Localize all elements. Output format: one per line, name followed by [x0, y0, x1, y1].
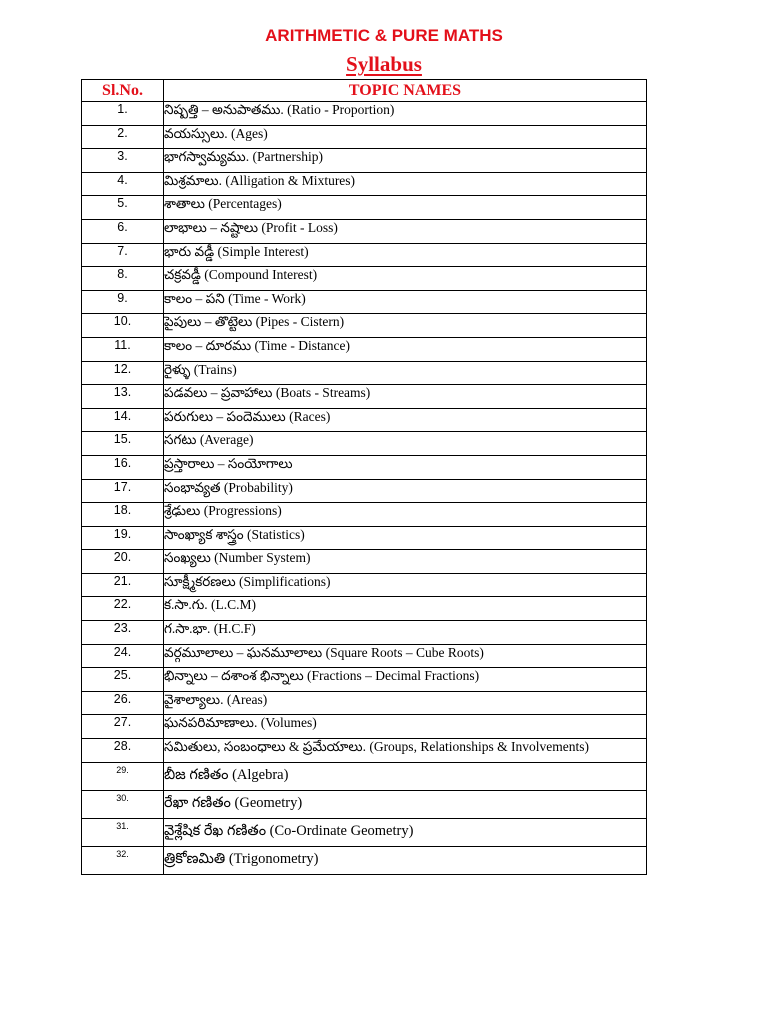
table-row [82, 526, 647, 550]
table-row [82, 573, 647, 597]
serial-number-cell: 1. [82, 102, 164, 126]
serial-number-cell: 32. [82, 846, 164, 874]
topic-name-cell: సంఖ్యలు (Number System) [164, 550, 647, 574]
table-body [82, 102, 647, 875]
table-row [82, 385, 647, 409]
serial-number-cell: 28. [82, 739, 164, 763]
table-row [82, 432, 647, 456]
topic-name-cell: వైశాల్యాలు. (Areas) [164, 691, 647, 715]
table-row [82, 196, 647, 220]
serial-number-cell: 4. [82, 172, 164, 196]
topic-name-cell: రేఖా గణితం (Geometry) [164, 790, 647, 818]
table-row [82, 102, 647, 126]
topic-name-cell: రైళ్ళు (Trains) [164, 361, 647, 385]
topic-name-cell: సంభావ్యత (Probability) [164, 479, 647, 503]
topic-name-cell: త్రికోణమితి (Trigonometry) [164, 846, 647, 874]
topic-name-cell: సూక్ష్మీకరణలు (Simplifications) [164, 573, 647, 597]
serial-number-cell: 11. [82, 337, 164, 361]
table-header-row [82, 80, 647, 102]
serial-number-cell: 5. [82, 196, 164, 220]
table-row [82, 621, 647, 645]
topic-name-cell: పడవలు – ప్రవాహాలు (Boats - Streams) [164, 385, 647, 409]
table-row [82, 337, 647, 361]
serial-number-cell: 23. [82, 621, 164, 645]
table-row [82, 455, 647, 479]
table-row [82, 125, 647, 149]
serial-number-cell: 12. [82, 361, 164, 385]
document-subtitle: Syllabus [346, 52, 422, 76]
topic-name-cell: శ్రేఢులు (Progressions) [164, 503, 647, 527]
serial-number-cell: 21. [82, 573, 164, 597]
serial-number-cell: 27. [82, 715, 164, 739]
topic-name-cell: మిశ్రమాలు. (Alligation & Mixtures) [164, 172, 647, 196]
table-row [82, 597, 647, 621]
topic-name-cell: బీజ గణితం (Algebra) [164, 762, 647, 790]
serial-number-cell: 19. [82, 526, 164, 550]
topic-name-cell: వర్గమూలాలు – ఘనమూలాలు (Square Roots – Cube Roots) [164, 644, 647, 668]
serial-number-cell: 7. [82, 243, 164, 267]
table-row [82, 503, 647, 527]
serial-number-cell: 18. [82, 503, 164, 527]
topic-name-cell: కాలం – దూరము (Time - Distance) [164, 337, 647, 361]
table-row [82, 762, 647, 790]
topic-name-cell: ఘనపరిమాణాలు. (Volumes) [164, 715, 647, 739]
serial-number-cell: 15. [82, 432, 164, 456]
topic-name-cell: కాలం – పని (Time - Work) [164, 290, 647, 314]
table-row [82, 149, 647, 173]
topic-name-cell: లాభాలు – నష్టాలు (Profit - Loss) [164, 219, 647, 243]
topic-name-cell: శాతాలు (Percentages) [164, 196, 647, 220]
table-row [82, 219, 647, 243]
serial-number-cell: 6. [82, 219, 164, 243]
serial-number-cell: 25. [82, 668, 164, 692]
serial-number-cell: 24. [82, 644, 164, 668]
serial-number-cell: 10. [82, 314, 164, 338]
table-row [82, 267, 647, 291]
table-row [82, 790, 647, 818]
table-row [82, 172, 647, 196]
table-row [82, 715, 647, 739]
column-header-serial: Sl.No. [82, 80, 164, 102]
topic-name-cell: చక్రవడ్డీ (Compound Interest) [164, 267, 647, 291]
serial-number-cell: 16. [82, 455, 164, 479]
serial-number-cell: 22. [82, 597, 164, 621]
serial-number-cell: 13. [82, 385, 164, 409]
topic-name-cell: గ.సా.భా. (H.C.F) [164, 621, 647, 645]
serial-number-cell: 30. [82, 790, 164, 818]
topic-name-cell: భిన్నాలు – దశాంశ భిన్నాలు (Fractions – Decimal Fractions) [164, 668, 647, 692]
topic-name-cell: భాగస్వామ్యము. (Partnership) [164, 149, 647, 173]
serial-number-cell: 29. [82, 762, 164, 790]
topic-name-cell: సమితులు, సంబంధాలు & ప్రమేయాలు. (Groups, Relationships & Involvements) [164, 739, 647, 763]
table-row [82, 739, 647, 763]
table-row [82, 846, 647, 874]
table-row [82, 818, 647, 846]
serial-number-cell: 20. [82, 550, 164, 574]
document-title: ARITHMETIC & PURE MATHS [265, 26, 503, 45]
table-row [82, 479, 647, 503]
serial-number-cell: 8. [82, 267, 164, 291]
table-row [82, 243, 647, 267]
topic-name-cell: భారు వడ్డీ (Simple Interest) [164, 243, 647, 267]
table-row [82, 644, 647, 668]
serial-number-cell: 2. [82, 125, 164, 149]
table-row [82, 290, 647, 314]
serial-number-cell: 14. [82, 408, 164, 432]
table-row [82, 691, 647, 715]
serial-number-cell: 17. [82, 479, 164, 503]
table-row [82, 550, 647, 574]
topic-name-cell: పరుగులు – పందెములు (Races) [164, 408, 647, 432]
serial-number-cell: 26. [82, 691, 164, 715]
column-header-topic: TOPIC NAMES [164, 80, 647, 102]
topic-name-cell: వయస్సులు. (Ages) [164, 125, 647, 149]
topic-name-cell: సగటు (Average) [164, 432, 647, 456]
topic-name-cell: క.సా.గు. (L.C.M) [164, 597, 647, 621]
syllabus-table [81, 79, 647, 875]
table-row [82, 668, 647, 692]
topic-name-cell: నిష్పత్తి – అనుపాతము. (Ratio - Proportion) [164, 102, 647, 126]
table-row [82, 361, 647, 385]
table-row [82, 314, 647, 338]
serial-number-cell: 31. [82, 818, 164, 846]
serial-number-cell: 9. [82, 290, 164, 314]
table-row [82, 408, 647, 432]
topic-name-cell: ప్రస్తారాలు – సంయోగాలు [164, 455, 647, 479]
topic-name-cell: సాంఖ్యాక శాస్త్రం (Statistics) [164, 526, 647, 550]
topic-name-cell: పైపులు – తొట్టెలు (Pipes - Cistern) [164, 314, 647, 338]
serial-number-cell: 3. [82, 149, 164, 173]
topic-name-cell: వైశ్లేషిక రేఖ గణితం (Co-Ordinate Geometry) [164, 818, 647, 846]
